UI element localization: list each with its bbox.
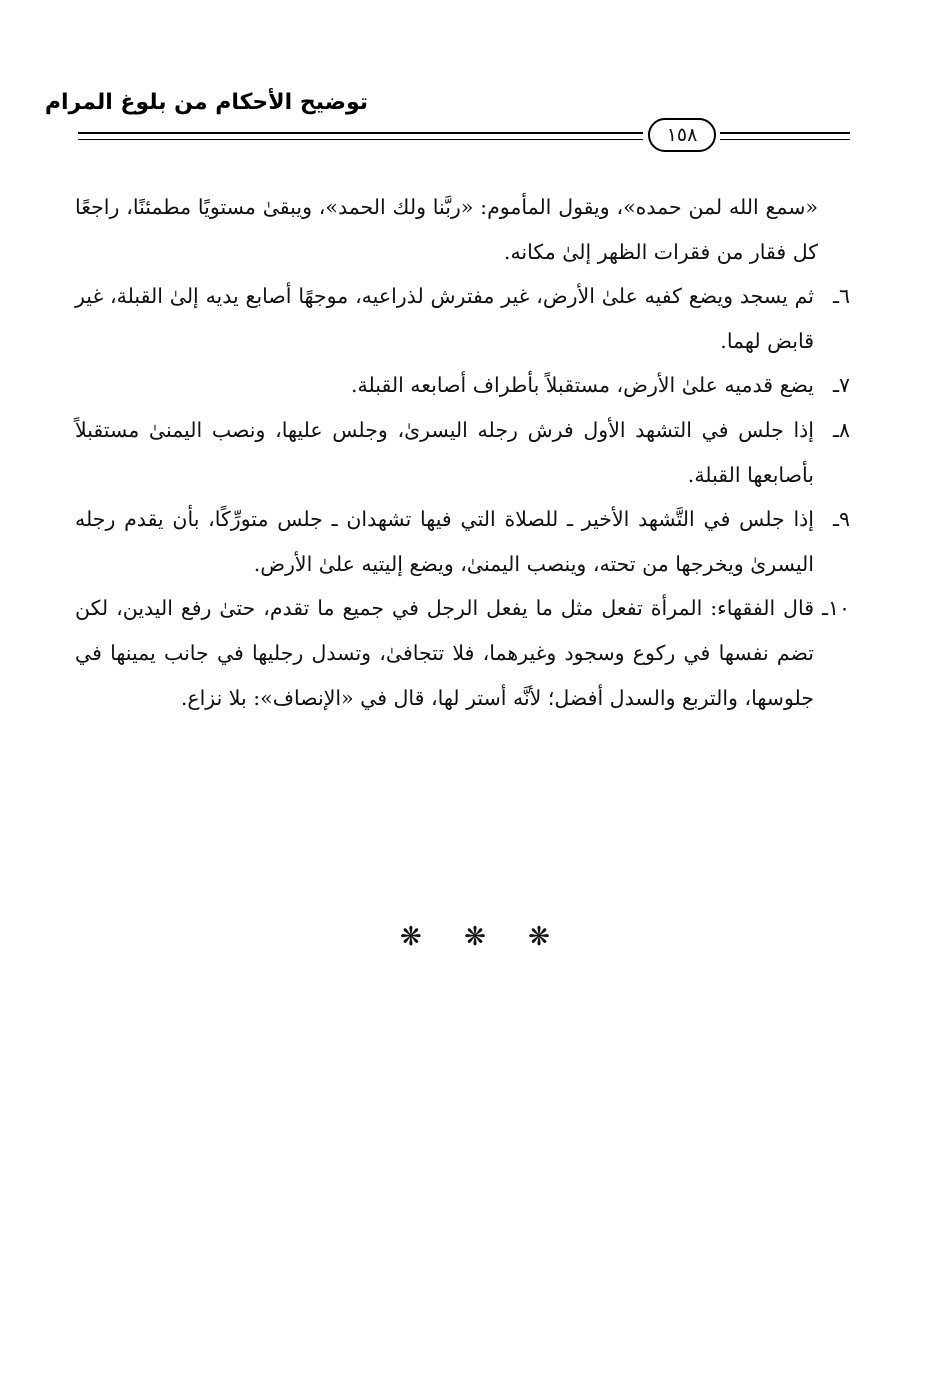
item-number: ٨ـ: [832, 417, 850, 442]
running-title: توضيح الأحكام من بلوغ المرام: [44, 90, 368, 115]
header-rule: [78, 132, 643, 134]
item-text: إذا جلس في التشهد الأول فرش رجله اليسرىٰ، وجلس عليها، ونصب اليمنىٰ مستقبلاً بأصابعها القبلة.: [75, 417, 814, 487]
item-number: ٩ـ: [832, 507, 850, 532]
item-text: ثم يسجد ويضع كفيه علىٰ الأرض، غير مفترش لذراعيه، موجهًا أصابع يديه إلىٰ القبلة، غير قابض لهما.: [75, 284, 814, 353]
list-item: [75, 408, 850, 497]
header-rule: [78, 139, 643, 140]
item-number: ٧ـ: [832, 373, 850, 398]
page-number: ١٥٨: [648, 118, 716, 152]
item-number: ٦ـ: [832, 284, 850, 309]
asterism-icon: ❋: [464, 922, 486, 952]
item-number: ١٠ـ: [821, 596, 850, 621]
section-end-ornament: [0, 922, 950, 952]
list-item: [75, 497, 850, 586]
item-text: يضع قدميه علىٰ الأرض، مستقبلاً بأطراف أصابعه القبلة.: [350, 373, 814, 398]
asterism-icon: ❋: [400, 922, 422, 952]
header-rule: [720, 132, 850, 134]
list-item: [75, 274, 850, 363]
body-text: [75, 185, 850, 720]
header-rule: [720, 139, 850, 140]
item-text: قال الفقهاء: المرأة تفعل مثل ما يفعل الرجل في جميع ما تقدم، حتىٰ رفع اليدين، لكن تضم نفسها في ركوع وسجود وغيرهما، فلا تتجافىٰ، وتسدل رجليها في جانب يمينها في جلوسها، والتربع والسدل أفضل؛ لأنَّه أستر لها، قال في «الإنصاف»: بلا نزاع.: [75, 596, 814, 710]
continuation-paragraph: «سمع الله لمن حمده»، ويقول المأموم: «ربَّنا ولك الحمد»، ويبقىٰ مستويًا مطمئنًا، راجعًا كل فقار من فقرات الظهر إلىٰ مكانه.: [75, 195, 818, 264]
asterism-icon: ❋: [528, 922, 550, 952]
list-item: [75, 586, 850, 720]
list-item: [75, 363, 850, 408]
item-text: إذا جلس في التَّشهد الأخير ـ للصلاة التي فيها تشهدان ـ جلس متورِّكًا، بأن يقدم رجله اليسرىٰ ويخرجها من تحته، وينصب اليمنىٰ، ويضع إليتيه علىٰ الأرض.: [75, 507, 814, 576]
